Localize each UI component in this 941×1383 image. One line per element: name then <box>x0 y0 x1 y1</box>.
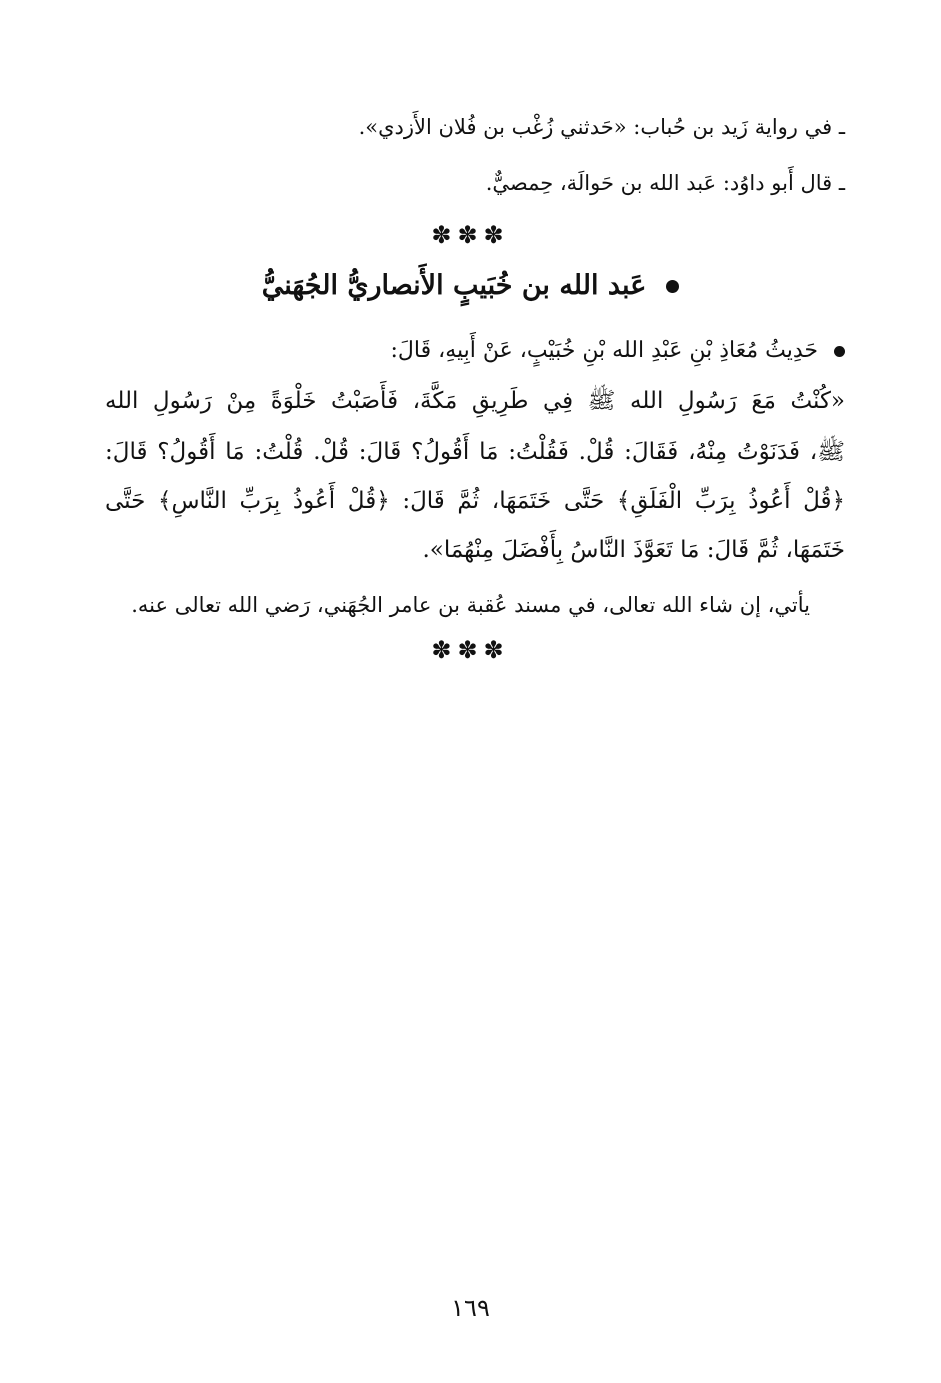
hadith-text-line-4: خَتَمَهَا، ثُمَّ قَالَ: مَا تَعَوَّذَ النَّاسُ بِأَفْضَلَ مِنْهُمَا». <box>422 537 845 563</box>
section-heading <box>0 270 941 301</box>
section-separator-top: ✽✽✽ <box>431 221 510 249</box>
bullet-icon <box>666 280 679 293</box>
hadith-text-line-1: «كُنْتُ مَعَ رَسُولِ الله ﷺ فِي طَرِيقِ مَكَّةَ، فَأَصَبْتُ خَلْوَةً مِنْ رَسُولِ الله <box>105 388 845 414</box>
section-heading-text: عَبد الله بن خُبَيبٍ الأَنصاريُّ الجُهَنيُّ <box>261 270 647 301</box>
hadith-text-line-3: ﴿قُلْ أَعُوذُ بِرَبِّ الْفَلَقِ﴾ حَتَّى خَتَمَهَا، ثُمَّ قَالَ: ﴿قُلْ أَعُوذُ بِرَبِّ النَّاسِ﴾ حَتَّى <box>105 488 845 514</box>
cross-reference-remark: يأتي، إن شاء الله تعالى، في مسند عُقبة بن عامر الجُهَني، رَضي الله تعالى عنه. <box>131 593 810 617</box>
bullet-icon <box>834 346 845 357</box>
note-line-1: ـ في رواية زَيد بن حُباب: «حَدثني زُغْب بن فُلان الأَزدي». <box>358 115 845 139</box>
section-separator-bottom: ✽✽✽ <box>431 636 510 664</box>
hadith-intro <box>391 335 846 367</box>
note-line-2: ـ قال أَبو داوُد: عَبد الله بن حَوالَة، حِمصيٌّ. <box>485 171 845 195</box>
hadith-intro-text: حَدِيثُ مُعَاذِ بْنِ عَبْدِ الله بْنِ خُبَيْبٍ، عَنْ أَبِيهِ، قَالَ: <box>390 338 818 363</box>
hadith-text-line-2: ﷺ، فَدَنَوْتُ مِنْهُ، فَقَالَ: قُلْ. فَقُلْتُ: مَا أَقُولُ؟ قَالَ: قُلْ. قُلْتُ: مَا أَقُولُ؟ قَالَ: <box>105 439 845 465</box>
page-number: ١٦٩ <box>451 1294 490 1322</box>
